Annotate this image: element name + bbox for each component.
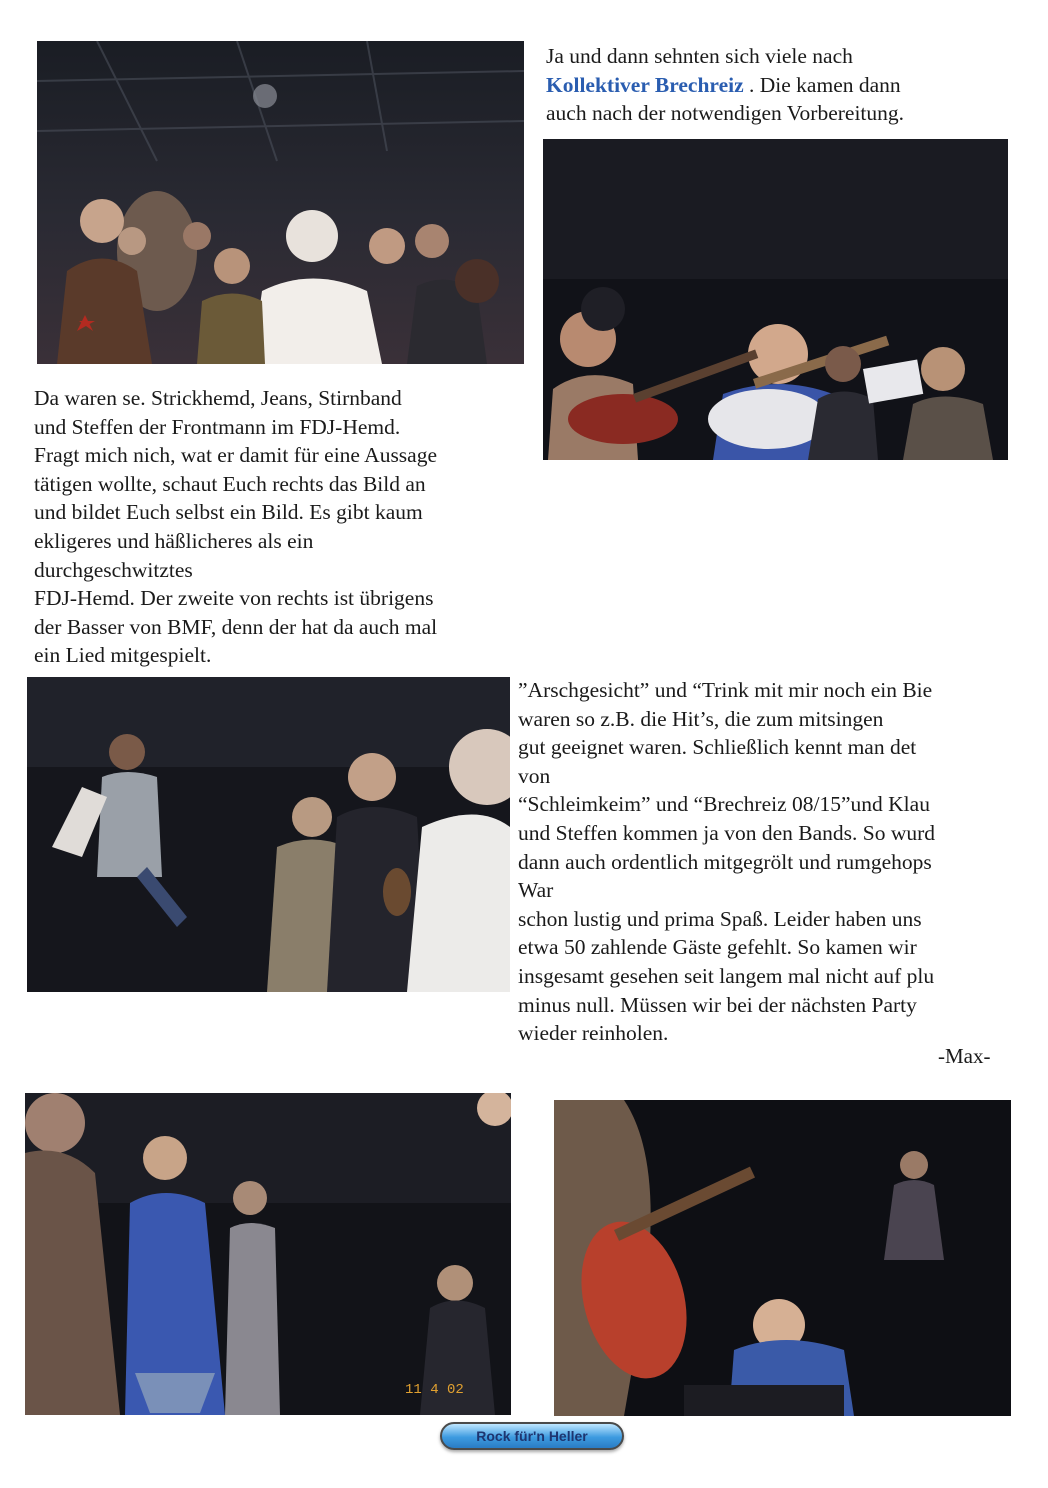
p2-line: War	[518, 878, 554, 903]
p2-line: etwa 50 zahlende Gäste gefehlt. So kamen wir	[518, 935, 917, 960]
rock-fuer-n-heller-button[interactable]: Rock für'n Heller	[440, 1422, 624, 1450]
p1-line: Fragt mich nich, wat er damit für eine Aussage	[34, 443, 438, 468]
intro-line-1: Ja und dann sehnten sich viele nach	[546, 44, 853, 68]
guitarist-photo	[554, 1100, 1011, 1416]
p2-line: ”Arschgesicht” und “Trink mit mir noch ein Bie	[518, 678, 933, 702]
p1-line: der Basser von BMF, denn der hat da auch mal	[34, 614, 438, 639]
intro-line-2-rest: . Die kamen dann	[743, 72, 901, 97]
intro-line-2	[546, 71, 1016, 100]
band-name: Kollektiver Brechreiz	[546, 72, 744, 97]
p1-line: durchgeschwitztes	[34, 557, 193, 582]
p2-line: “Schleimkeim” und “Brechreiz 08/15”und Klau	[518, 792, 930, 817]
intro-line-3: auch nach der notwendigen Vorbereitung.	[546, 101, 905, 126]
paragraph-2	[518, 676, 1012, 1048]
p2-line: wieder reinholen.	[518, 1021, 669, 1046]
paragraph-1	[34, 384, 534, 670]
p2-line: waren so z.B. die Hit’s, die zum mitsingen	[518, 706, 884, 731]
p2-line: dann auch ordentlich mitgegrölt und rumgehops	[518, 849, 932, 874]
crowd-photo	[37, 41, 524, 364]
author-signature: -Max-	[938, 1044, 991, 1068]
intro-text	[546, 42, 1016, 128]
photo-date-stamp: 11 4 02	[405, 1382, 464, 1398]
p1-line: FDJ-Hemd. Der zweite von rechts ist übrigens	[34, 586, 434, 611]
p2-line: gut geeignet waren. Schließlich kennt man det	[518, 735, 917, 760]
p2-line: insgesamt gesehen seit langem mal nicht auf plu	[518, 963, 935, 988]
p1-line: und bildet Euch selbst ein Bild. Es gibt kaum	[34, 500, 423, 525]
p1-line: ekligeres und häßlicheres als ein	[34, 528, 314, 553]
band-stage-photo	[543, 139, 1008, 460]
p1-line: Da waren se. Strickhemd, Jeans, Stirnband	[34, 386, 402, 410]
stage-crowd-photo	[27, 677, 510, 992]
p2-line: und Steffen kommen ja von den Bands. So wurd	[518, 820, 936, 845]
p1-line: ein Lied mitgespielt.	[34, 643, 212, 668]
p1-line: tätigen wollte, schaut Euch rechts das Bild an	[34, 471, 426, 496]
p2-line: minus null. Müssen wir bei der nächsten Party	[518, 992, 917, 1017]
singer-photo	[25, 1093, 511, 1415]
p1-line: und Steffen der Frontmann im FDJ-Hemd.	[34, 414, 401, 439]
p2-line: schon lustig und prima Spaß. Leider haben uns	[518, 906, 922, 931]
p2-line: von	[518, 763, 551, 788]
